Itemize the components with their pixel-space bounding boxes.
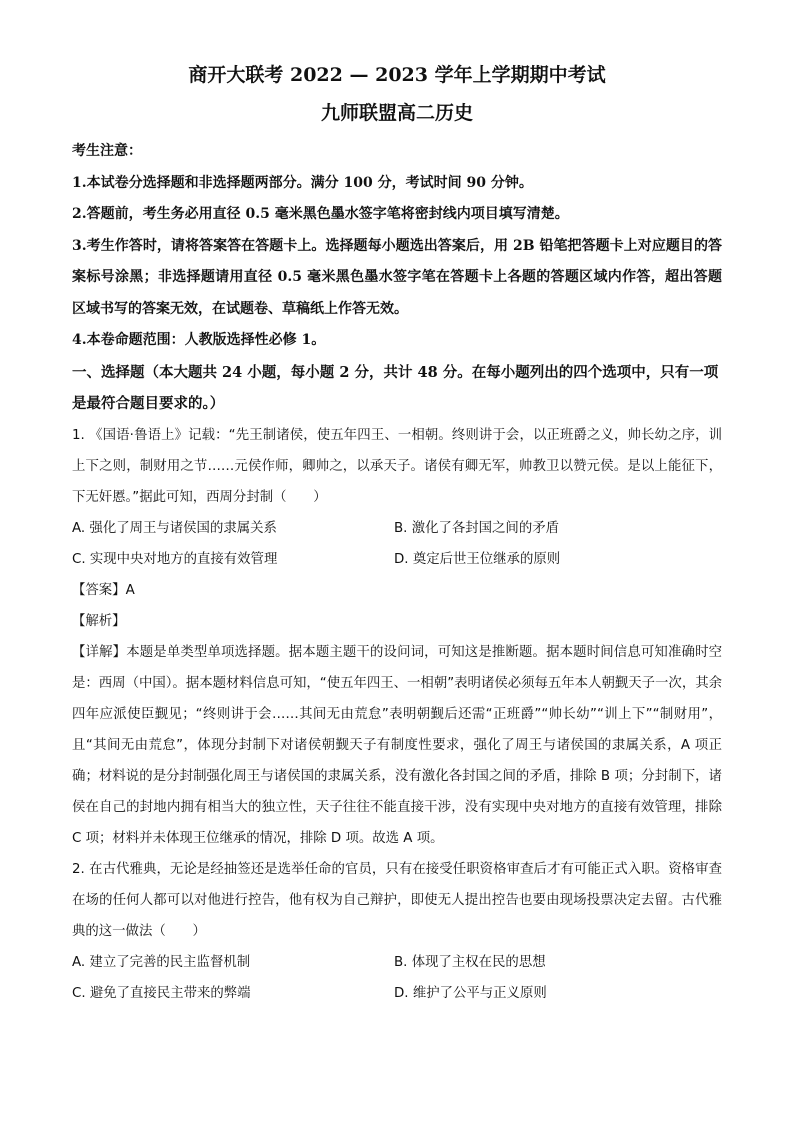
notice-item: 2.答题前，考生务必用直径 0.5 毫米黑色墨水签字笔将密封线内项目填写清楚。 (72, 206, 569, 222)
option-b: B. 体现了主权在民的思想 (394, 954, 546, 970)
exam-title: 商开大联考 2022 — 2023 学年上学期期中考试 (188, 64, 606, 86)
notice-item: 3.考生作答时，请将答案答在答题卡上。选择题每小题选出答案后，用 2B 铅笔把答题卡上对应题目的答案标号涂黑；非选择题请用直径 0.5 毫米黑色墨水签字笔在答题卡上各题的答题区域内作答，超出答题区域书写的答案无效，在试题卷、草稿纸上作答无效。 (72, 237, 722, 317)
question-1 (72, 420, 722, 854)
analysis-label: 【解析】 (72, 613, 126, 629)
options-row (72, 947, 722, 978)
exam-subtitle: 九师联盟高二历史 (320, 102, 473, 124)
options-row (72, 978, 722, 1009)
notice-item: 1.本试卷分选择题和非选择题两部分。满分 100 分，考试时间 90 分钟。 (72, 174, 533, 191)
section-heading: 一、选择题（本大题共 24 小题，每小题 2 分，共计 48 分。在每小题列出的四个选项中，只有一项是最符合题目要求的。） (72, 363, 719, 412)
option-d: D. 奠定后世王位继承的原则 (394, 551, 561, 567)
question-stem: 2. 在古代雅典，无论是经抽签还是选举任命的官员，只有在接受任职资格审查后才有可能正式入职。资格审查在场的任何人都可以对他进行控告，他有权为自己辩护，即使无人提出控告也要由现场投票决定去留。古代雅典的这一做法（ ） (72, 861, 722, 939)
option-a: A. 建立了完善的民主监督机制 (72, 954, 251, 970)
notice-heading: 考生注意： (72, 143, 142, 159)
notice-block (72, 136, 722, 357)
detail-label: 【详解】 (72, 644, 127, 660)
answer-label: 【答案】 (72, 582, 126, 598)
answer-line (72, 575, 722, 606)
option-d: D. 维护了公平与正义原则 (394, 985, 547, 1001)
option-c: C. 避免了直接民主带来的弊端 (72, 985, 251, 1001)
question-2 (72, 854, 722, 1009)
option-a: A. 强化了周王与诸侯国的隶属关系 (72, 520, 277, 536)
option-c: C. 实现中央对地方的直接有效管理 (72, 551, 278, 567)
detail-text: 本题是单类型单项选择题。据本题主题干的设问词，可知这是推断题。据本题时间信息可知准确时空是：西周（中国）。据本题材料信息可知，“使五年四王、一相朝”表明诸侯必须每五年本人朝觐天子一次，其余四年应派使臣觐见；“终则讲于会……其间无由荒怠”表明朝觐后还需“正班爵”“帅长幼”“训上下”“制财用”，且“其间无由荒怠”，体现分封制下对诸侯朝觐天子有制度性要求，强化了周王与诸侯国的隶属关系，A 项正确；材料说的是分封制强化周王与诸侯国的隶属关系，没有激化各封国之间的矛盾，排除 B 项；分封制下，诸侯在自己的封地内拥有相当大的独立性，天子往往不能直接干涉，没有实现中央对地方的直接有效管理，排除 C 项；材料并未体现王位继承的情况，排除 D 项。故选 A 项。 (72, 644, 723, 846)
question-stem: 1. 《国语·鲁语上》记载：“先王制诸侯，使五年四王、一相朝。终则讲于会，以正班爵之义，帅长幼之序，训上下之则，制财用之节……元侯作师，卿帅之，以承天子。诸侯有卿无军，帅教卫以赞元侯。是以上能征下，下无奸慝。”据此可知，西周分封制（ ） (72, 427, 722, 505)
notice-item: 4.本卷命题范围：人教版选择性必修 1。 (72, 332, 326, 348)
detail-paragraph (72, 637, 722, 854)
option-b: B. 激化了各封国之间的矛盾 (394, 520, 559, 536)
options-row (72, 544, 722, 575)
options-row (72, 513, 722, 544)
answer-value: A (125, 582, 135, 598)
